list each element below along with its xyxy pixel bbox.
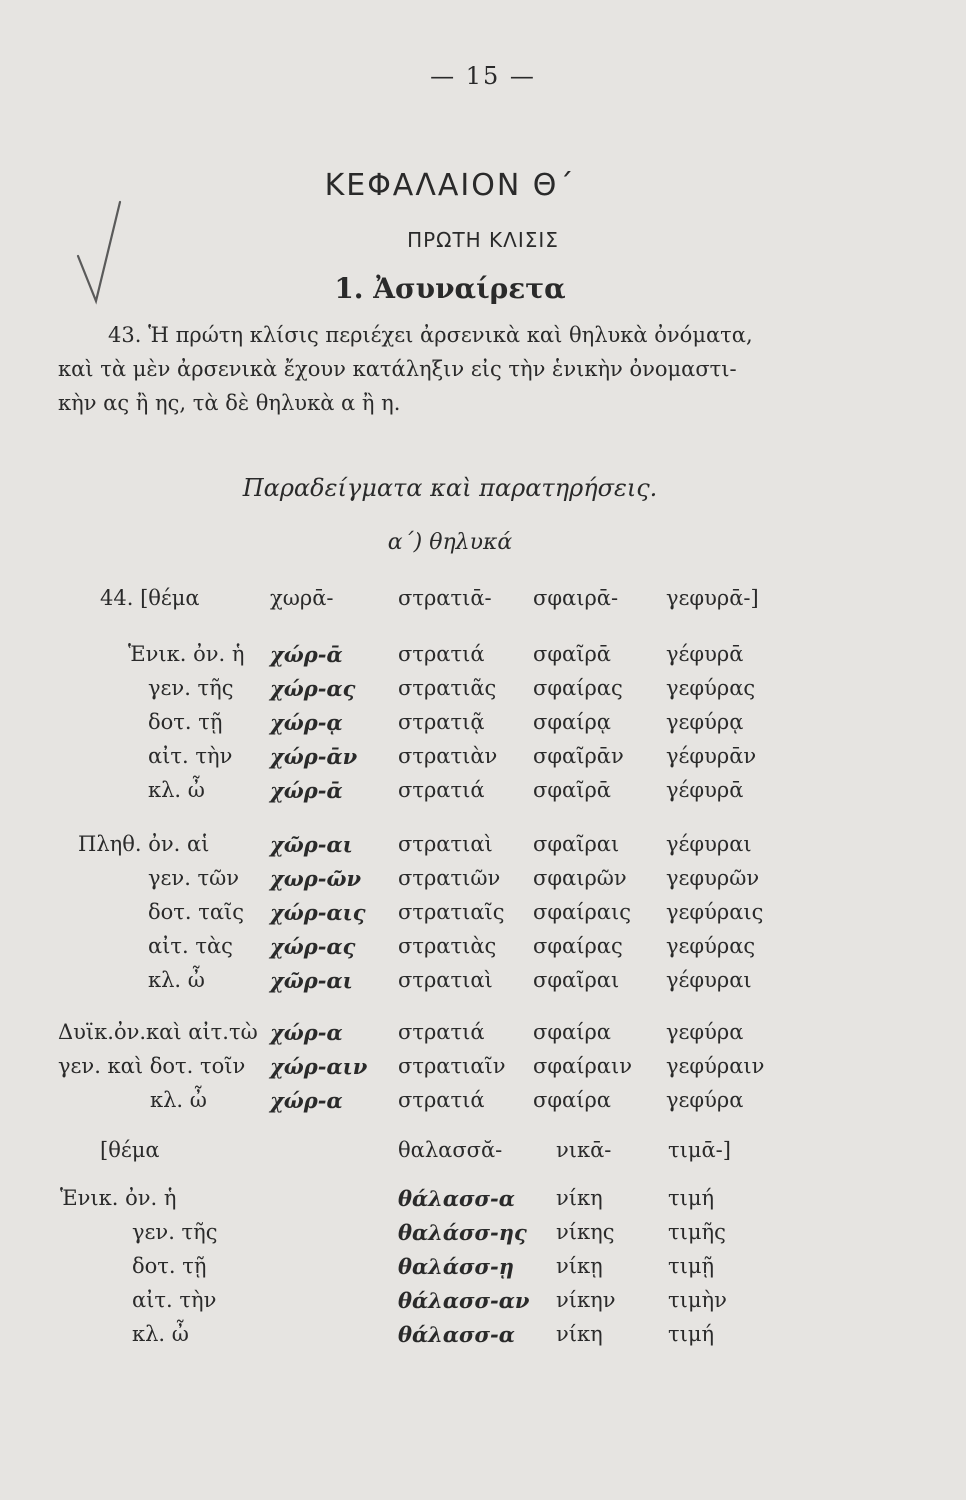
table-cell-nom-sg-col1: χώρ-ᾱ (270, 642, 343, 667)
table2-cell-voc-sg-col1: θάλασσ-α (398, 1322, 515, 1347)
table2-cell-acc-sg-col0: αἰτ. τὴν (132, 1288, 217, 1312)
table-cell-voc-pl-col1: χῶρ-αι (270, 968, 353, 993)
table-cell-dat-pl-col3: σφαίραις (533, 900, 631, 924)
table2-cell-stem-row-col1: θαλασσᾰ- (398, 1138, 503, 1162)
table2-cell-dat-sg-col0: δοτ. τῇ (132, 1254, 207, 1278)
table-cell-nom-pl-col1: χῶρ-αι (270, 832, 353, 857)
table2-cell-nom-sg-col0: Ἑνικ. ὀν. ἡ (60, 1186, 177, 1210)
paragraph-line: κὴν ας ἢ ης, τὰ δὲ θηλυκὰ α ἢ η. (58, 391, 401, 415)
feminine-heading: α΄) θηλυκά (387, 530, 513, 555)
table2-cell-voc-sg-col0: κλ. ὦ (132, 1322, 189, 1346)
table-cell-voc-sg-col3: σφαῖρᾱ (533, 778, 611, 802)
table-cell-gen-sg-col2: στρατιᾶς (398, 676, 497, 700)
table-cell-nom-acc-du-col1: χώρ-α (270, 1020, 343, 1045)
table-cell-nom-pl-col3: σφαῖραι (533, 832, 620, 856)
table2-cell-acc-sg-col3: τιμὴν (668, 1288, 727, 1312)
table-cell-gen-dat-du-col2: στρατιαῖν (398, 1054, 506, 1078)
table-cell-dat-sg-col3: σφαίρᾳ (533, 710, 611, 734)
table-cell-nom-sg-col0: Ἑνικ. ὀν. ἡ (128, 642, 245, 666)
table-cell-stem-row-col3: σφαιρᾱ- (533, 586, 619, 610)
table-cell-gen-sg-col1: χώρ-ας (270, 676, 356, 701)
table-cell-gen-sg-col4: γεφύρας (666, 676, 756, 700)
table-cell-nom-sg-col2: στρατιά (398, 642, 485, 666)
table-cell-dat-sg-col2: στρατιᾷ (398, 710, 485, 734)
section-title: 1. Ἀσυναίρετα (334, 272, 566, 305)
table-cell-voc-du-col1: χώρ-α (270, 1088, 343, 1113)
table-cell-nom-sg-col3: σφαῖρᾱ (533, 642, 611, 666)
table-cell-dat-pl-col4: γεφύραις (666, 900, 764, 924)
page-number: — 15 — (430, 62, 536, 90)
table2-cell-dat-sg-col2: νίκῃ (556, 1254, 603, 1278)
table-cell-nom-acc-du-col4: γεφύρα (666, 1020, 744, 1044)
table-cell-nom-pl-col4: γέφυραι (666, 832, 752, 856)
table-cell-gen-pl-col0: γεν. τῶν (148, 866, 240, 890)
table-cell-voc-sg-col4: γέφυρᾱ (666, 778, 744, 802)
table-cell-voc-sg-col2: στρατιά (398, 778, 485, 802)
chapter-title: ΚΕΦΑΛΑΙΟΝ Θ΄ (324, 168, 576, 203)
table-cell-gen-dat-du-col1: χώρ-αιν (270, 1054, 368, 1079)
table2-cell-dat-sg-col3: τιμῇ (668, 1254, 715, 1278)
table-cell-acc-sg-col3: σφαῖρᾱν (533, 744, 624, 768)
table-cell-nom-acc-du-col2: στρατιά (398, 1020, 485, 1044)
table-cell-voc-du-col4: γεφύρα (666, 1088, 744, 1112)
table2-cell-gen-sg-col3: τιμῆς (668, 1220, 726, 1244)
table2-cell-stem-row-col2: νικᾱ- (556, 1138, 612, 1162)
table-cell-acc-pl-col1: χώρ-ας (270, 934, 356, 959)
table-cell-acc-pl-col0: αἰτ. τὰς (148, 934, 233, 958)
table-cell-nom-pl-col0: Πληθ. ὀν. αἱ (78, 832, 210, 856)
table2-cell-voc-sg-col2: νίκη (556, 1322, 603, 1346)
table-cell-voc-du-col0: κλ. ὦ (150, 1088, 207, 1112)
table2-cell-acc-sg-col1: θάλασσ-αν (398, 1288, 530, 1313)
table-cell-acc-pl-col2: στρατιὰς (398, 934, 497, 958)
table2-cell-dat-sg-col1: θαλάσσ-ῃ (398, 1254, 515, 1279)
table2-cell-acc-sg-col2: νίκην (556, 1288, 616, 1312)
paragraph-line: 43. Ἡ πρώτη κλίσις περιέχει ἀρσενικὰ καὶ θηλυκὰ ὀνόματα, (108, 323, 753, 347)
paragraph-line: καὶ τὰ μὲν ἀρσενικὰ ἔχουν κατάληξιν εἰς τὴν ἑνικὴν ὀνομαστι- (58, 357, 737, 381)
table2-cell-stem-row-col3: τιμᾱ-] (668, 1138, 731, 1162)
table-cell-gen-pl-col2: στρατιῶν (398, 866, 501, 890)
table2-cell-gen-sg-col0: γεν. τῆς (132, 1220, 218, 1244)
examples-heading: Παραδείγματα καὶ παρατηρήσεις. (242, 474, 658, 502)
table-cell-gen-sg-col3: σφαίρας (533, 676, 623, 700)
chapter-subtitle: ΠΡΩΤΗ ΚΛΙΣΙΣ (407, 228, 559, 252)
table-cell-acc-pl-col4: γεφύρας (666, 934, 756, 958)
table-cell-gen-pl-col4: γεφυρῶν (666, 866, 760, 890)
table2-cell-nom-sg-col2: νίκη (556, 1186, 603, 1210)
table2-cell-nom-sg-col1: θάλασσ-α (398, 1186, 515, 1211)
table2-cell-nom-sg-col3: τιμή (668, 1186, 715, 1210)
table-cell-dat-pl-col0: δοτ. ταῖς (148, 900, 245, 924)
table2-cell-stem-row-col0: [θέμα (100, 1138, 160, 1162)
table-cell-voc-pl-col4: γέφυραι (666, 968, 752, 992)
table-cell-acc-sg-col4: γέφυρᾱν (666, 744, 757, 768)
table2-cell-gen-sg-col1: θαλάσσ-ης (398, 1220, 527, 1245)
table2-cell-voc-sg-col3: τιμή (668, 1322, 715, 1346)
table-cell-gen-sg-col0: γεν. τῆς (148, 676, 234, 700)
table-cell-dat-sg-col4: γεφύρᾳ (666, 710, 744, 734)
table-cell-voc-pl-col3: σφαῖραι (533, 968, 620, 992)
table-cell-dat-pl-col1: χώρ-αις (270, 900, 366, 925)
table-cell-voc-sg-col0: κλ. ὦ (148, 778, 205, 802)
table-cell-stem-row-col1: χωρᾱ- (270, 586, 334, 610)
table-cell-voc-du-col2: στρατιά (398, 1088, 485, 1112)
table-cell-acc-sg-col0: αἰτ. τὴν (148, 744, 233, 768)
table-cell-voc-pl-col0: κλ. ὦ (148, 968, 205, 992)
table-cell-gen-dat-du-col0: γεν. καὶ δοτ. τοῖν (58, 1054, 246, 1078)
table-cell-nom-acc-du-col3: σφαίρα (533, 1020, 611, 1044)
table-cell-voc-du-col3: σφαίρα (533, 1088, 611, 1112)
table-cell-gen-dat-du-col4: γεφύραιν (666, 1054, 765, 1078)
table-cell-voc-sg-col1: χώρ-ᾱ (270, 778, 343, 803)
table-cell-gen-pl-col1: χωρ-ῶν (270, 866, 362, 891)
table-cell-voc-pl-col2: στρατιαὶ (398, 968, 493, 992)
table-cell-dat-pl-col2: στρατιαῖς (398, 900, 505, 924)
table-cell-nom-pl-col2: στρατιαὶ (398, 832, 493, 856)
table-cell-acc-sg-col1: χώρ-ᾱν (270, 744, 358, 769)
table-cell-stem-row-col2: στρατιᾱ- (398, 586, 492, 610)
table-cell-nom-sg-col4: γέφυρᾱ (666, 642, 744, 666)
table-cell-acc-pl-col3: σφαίρας (533, 934, 623, 958)
table-cell-stem-row-col4: γεφυρᾱ-] (666, 586, 759, 610)
table-cell-nom-acc-du-col0: Δυϊκ.ὀν.καὶ αἰτ.τὼ (58, 1020, 258, 1044)
table2-cell-gen-sg-col2: νίκης (556, 1220, 615, 1244)
table-cell-gen-dat-du-col3: σφαίραιν (533, 1054, 632, 1078)
table-cell-stem-row-col0: 44. [θέμα (100, 586, 200, 610)
table-cell-dat-sg-col0: δοτ. τῇ (148, 710, 223, 734)
table-cell-acc-sg-col2: στρατιὰν (398, 744, 498, 768)
table-cell-dat-sg-col1: χώρ-ᾳ (270, 710, 343, 735)
table-cell-gen-pl-col3: σφαιρῶν (533, 866, 627, 890)
